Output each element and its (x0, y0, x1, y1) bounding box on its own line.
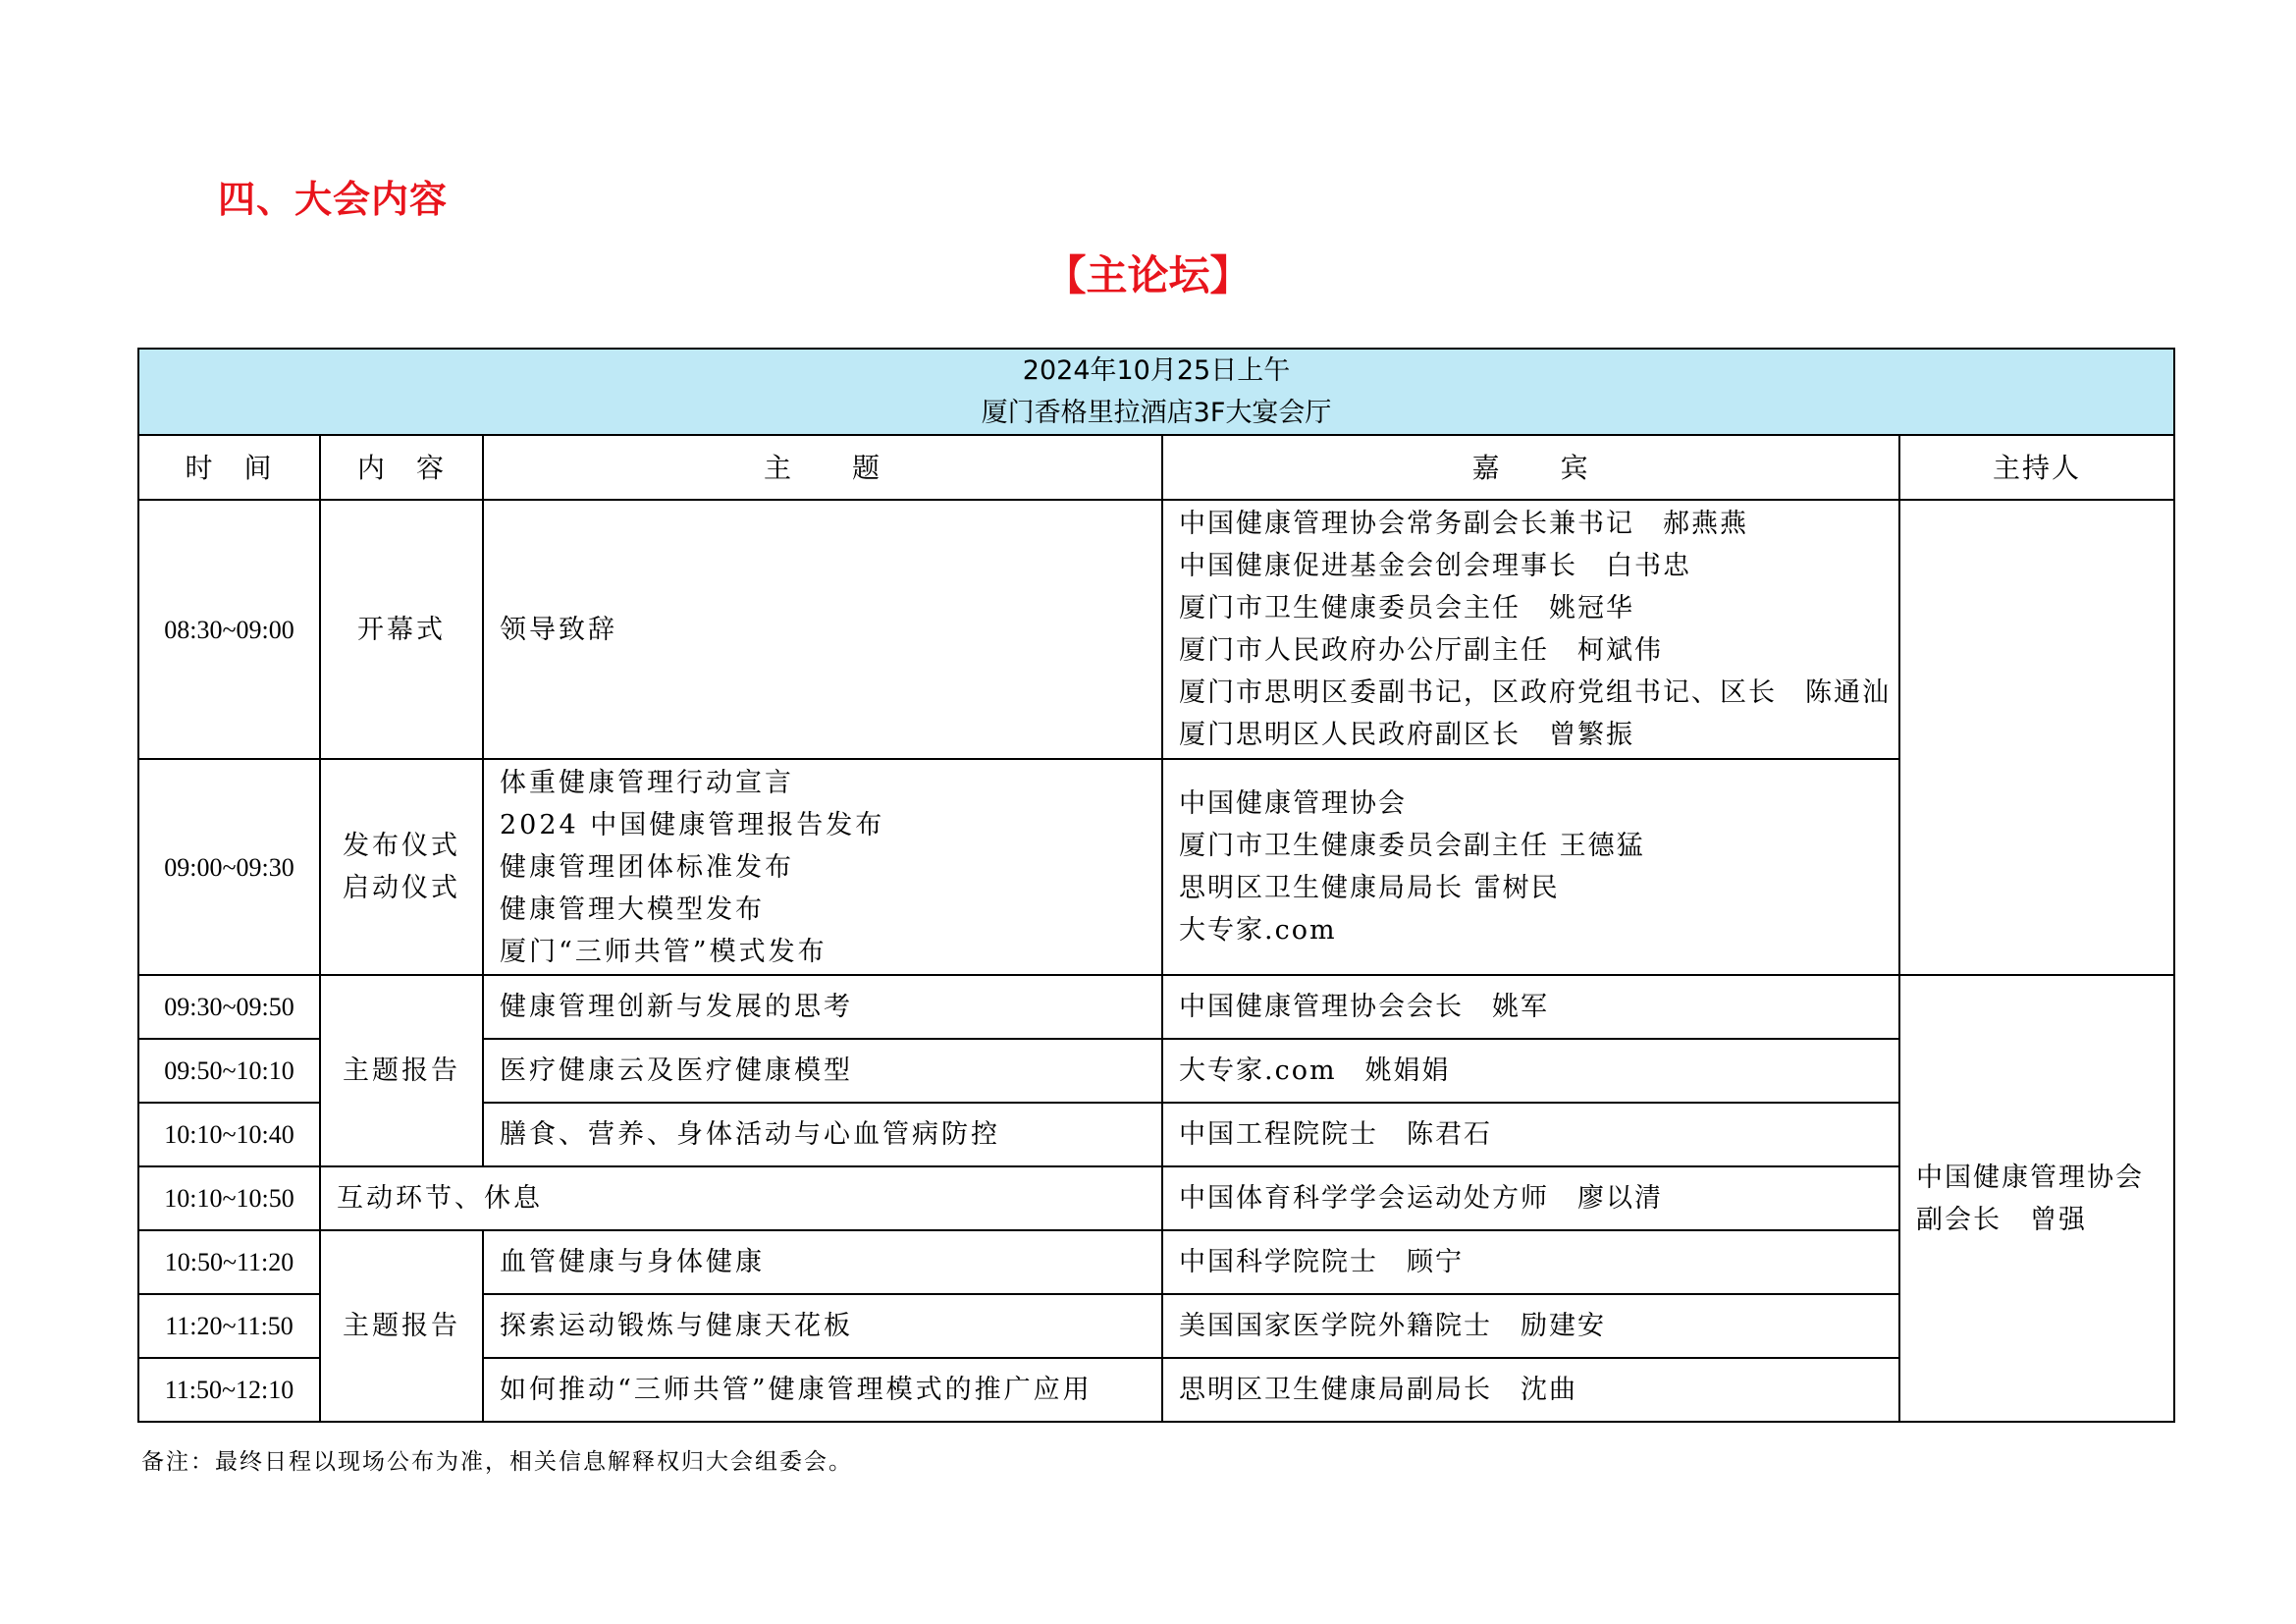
guest-line: 中国健康促进基金会创会理事长 白书忠 (1179, 551, 1691, 581)
table-row (138, 759, 2174, 975)
guest-line: 中国健康管理协会常务副会长兼书记 郝燕燕 (1179, 509, 1748, 539)
section-heading: 四、大会内容 (218, 178, 449, 221)
time-cell: 08:30~09:00 (138, 500, 320, 759)
guest-cell: 思明区卫生健康局副局长 沈曲 (1162, 1358, 1899, 1422)
agenda-table (137, 348, 2175, 1423)
time-cell: 11:50~12:10 (138, 1358, 320, 1422)
time-cell: 09:50~10:10 (138, 1039, 320, 1103)
topic-cell: 如何推动“三师共管”健康管理模式的推广应用 (483, 1358, 1162, 1422)
guest-cell: 中国科学院院士 顾宁 (1162, 1230, 1899, 1294)
guest-cell: 中国工程院院士 陈君石 (1162, 1103, 1899, 1166)
table-row (138, 1166, 2174, 1230)
time-cell: 11:20~11:50 (138, 1294, 320, 1358)
header-row (138, 435, 2174, 500)
content-cell: 主题报告 (320, 1230, 483, 1422)
topic-cell (483, 500, 1162, 759)
guest-line: 厦门市卫生健康委员会副主任 王德猛 (1179, 831, 1645, 861)
time-cell: 10:50~11:20 (138, 1230, 320, 1294)
topic-line: 体重健康管理行动宣言 (500, 767, 794, 798)
banner-row (138, 349, 2174, 435)
footnote: 备注：最终日程以现场公布为准，相关信息解释权归大会组委会。 (141, 1449, 853, 1475)
table-row (138, 975, 2174, 1039)
topic-line: 健康管理大模型发布 (500, 893, 765, 925)
header-host: 主持人 (1899, 435, 2174, 500)
topic-cell: 医疗健康云及医疗健康模型 (483, 1039, 1162, 1103)
host-line: 中国健康管理协会 (1916, 1162, 2144, 1193)
time-cell: 09:30~09:50 (138, 975, 320, 1039)
guest-cell: 大专家.com 姚娟娟 (1162, 1039, 1899, 1103)
topic-line: 健康管理团体标准发布 (500, 851, 794, 883)
topic-cell: 健康管理创新与发展的思考 (483, 975, 1162, 1039)
guest-line: 大专家.com (1179, 915, 1337, 946)
host-cell-empty (1899, 500, 2174, 975)
header-time: 时 间 (138, 435, 320, 500)
guest-line: 厦门思明区人民政府副区长 曾繁振 (1179, 720, 1634, 750)
table-row (138, 500, 2174, 759)
guest-line: 厦门市人民政府办公厅副主任 柯斌伟 (1179, 635, 1663, 666)
time-cell: 10:10~10:50 (138, 1166, 320, 1230)
content-line: 发布仪式 (343, 831, 460, 861)
guest-line: 思明区卫生健康局局长 雷树民 (1179, 873, 1560, 903)
content-cell (320, 759, 483, 975)
content-cell: 开幕式 (320, 500, 483, 759)
topic-line: 领导致辞 (500, 614, 617, 645)
forum-title: 【主论坛】 (1044, 251, 1252, 299)
guest-cell: 美国国家医学院外籍院士 励建安 (1162, 1294, 1899, 1358)
guest-line: 厦门市卫生健康委员会主任 姚冠华 (1179, 593, 1634, 623)
topic-cell: 血管健康与身体健康 (483, 1230, 1162, 1294)
guest-cell: 中国健康管理协会会长 姚军 (1162, 975, 1899, 1039)
host-line: 副会长 曾强 (1916, 1204, 2087, 1235)
time-cell: 10:10~10:40 (138, 1103, 320, 1166)
guest-line: 中国健康管理协会 (1179, 788, 1407, 819)
host-cell (1899, 975, 2174, 1422)
content-cell: 主题报告 (320, 975, 483, 1166)
table-row (138, 1230, 2174, 1294)
banner-venue: 厦门香格里拉酒店3F大宴会厅 (981, 398, 1332, 428)
topic-line: 2024 中国健康管理报告发布 (500, 809, 885, 840)
banner-date: 2024年10月25日上午 (1022, 355, 1291, 386)
topic-line: 厦门“三师共管”模式发布 (500, 936, 828, 967)
topic-cell (483, 759, 1162, 975)
content-line: 启动仪式 (343, 873, 460, 903)
topic-cell: 探索运动锻炼与健康天花板 (483, 1294, 1162, 1358)
topic-cell: 膳食、营养、身体活动与心血管病防控 (483, 1103, 1162, 1166)
topic-cell: 互动环节、休息 (320, 1166, 1162, 1230)
guest-cell: 中国体育科学学会运动处方师 廖以清 (1162, 1166, 1899, 1230)
header-guests: 嘉 宾 (1162, 435, 1899, 500)
time-cell: 09:00~09:30 (138, 759, 320, 975)
guest-cell (1162, 500, 1899, 759)
banner-cell (138, 349, 2174, 435)
guest-line: 厦门市思明区委副书记，区政府党组书记、区长 陈通汕 (1179, 677, 1891, 708)
guest-cell (1162, 759, 1899, 975)
header-topic: 主 题 (483, 435, 1162, 500)
header-content: 内 容 (320, 435, 483, 500)
